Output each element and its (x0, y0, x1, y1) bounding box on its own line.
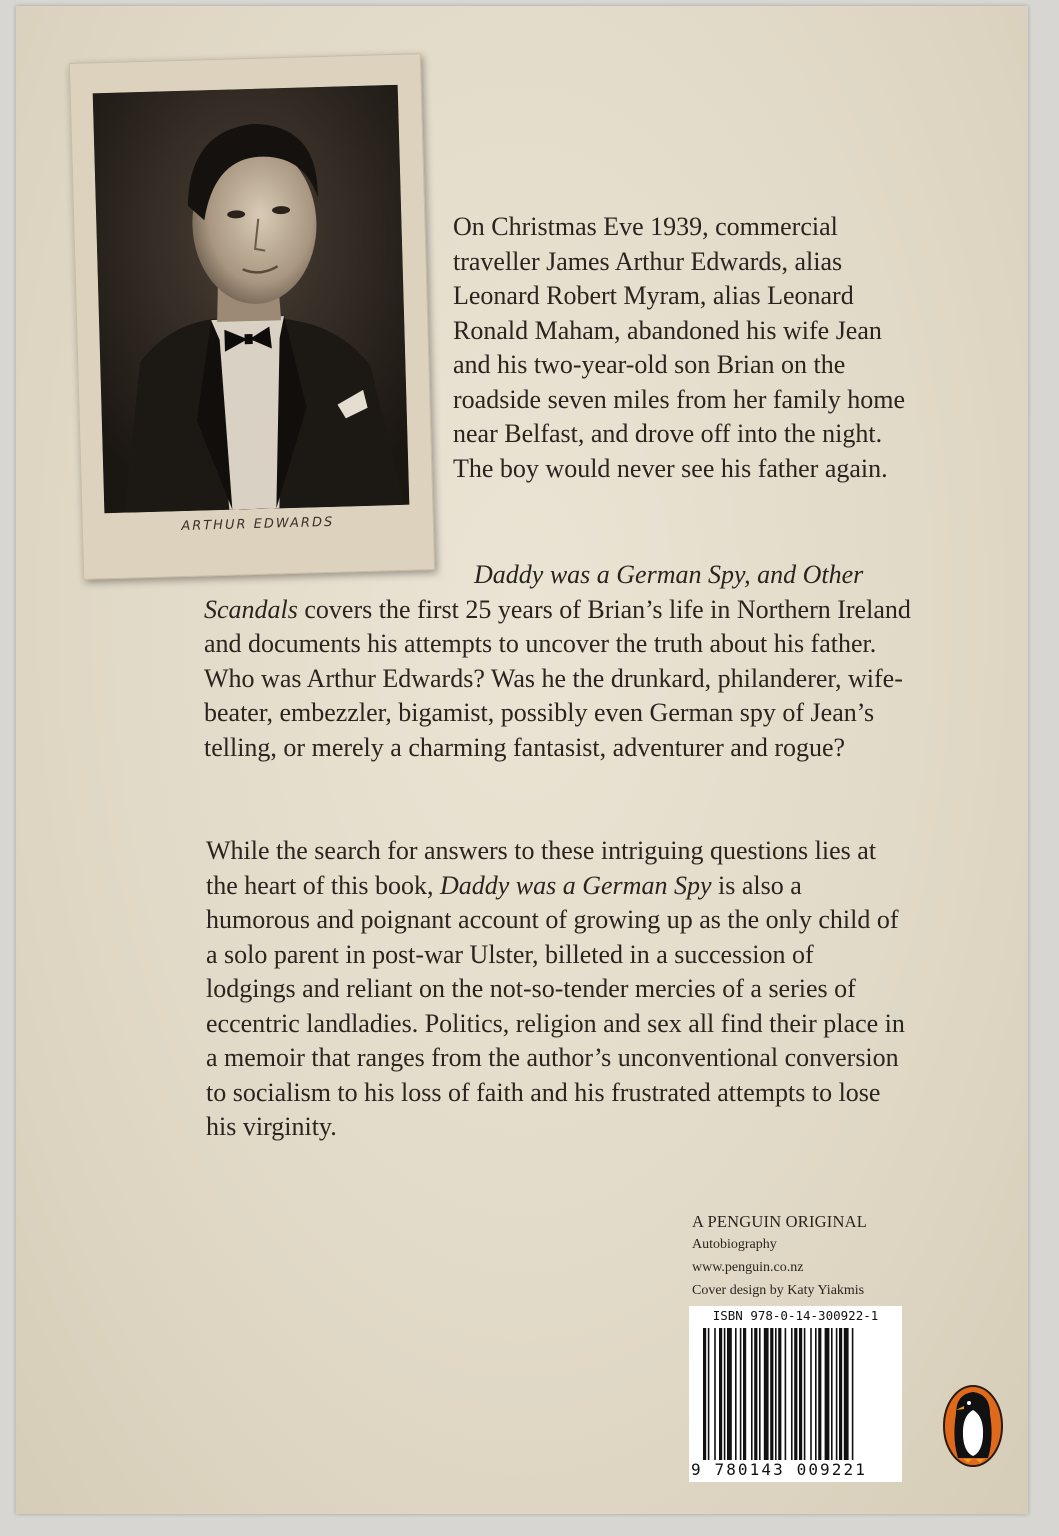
barcode-bar (804, 1328, 806, 1460)
barcode-bar (735, 1328, 737, 1460)
barcode-bar (764, 1328, 769, 1460)
blurb-paragraph-1-text: On Christmas Eve 1939, commercial traveller James Arthur Edwards, alias Leonard Robert Myram, alias Leonard Ronald Maham, abandoned his wife Jean and his two-year-old son Brian on the roadside seven miles from her family home near Belfast, and drove off into the night. The boy would never see his father again. (453, 212, 905, 483)
barcode-bar (727, 1328, 732, 1460)
blurb-paragraph-2-text: covers the first 25 years of Brian’s life in Northern Ireland and documents his attempts to uncover the truth about his father. Who was Arthur Edwards? Was he the drunkard, philanderer, wife-beater, embezzler, bigamist, possibly even German spy of Jean’s telling, or merely a charming fantasist, adventurer and rogue? (204, 594, 911, 762)
barcode-bar (719, 1328, 722, 1460)
barcode-bar (703, 1328, 706, 1460)
barcode-bar (831, 1328, 833, 1460)
barcode-bar (791, 1328, 793, 1460)
barcode-bar (799, 1328, 802, 1460)
blurb-paragraph-1 (453, 210, 913, 486)
portrait-photo (93, 85, 410, 513)
barcode-bar (785, 1328, 787, 1460)
blurb-paragraph-3-rest: is also a humorous and poignant account of growing up as the only child of a solo parent in post-war Ulster, billeted in a succession of lodgings and reliant on the not-so-tender mercies of a series of eccentric landladies. Politics, religion and sex all find their place in a memoir that ranges from the author’s unconventional conversion to socialism to his loss of faith and his frustrated attempts to lose his virginity. (206, 870, 905, 1141)
publisher-website: www.penguin.co.nz (692, 1260, 804, 1275)
cover-credit: Cover design by Katy Yiakmis (692, 1283, 865, 1298)
blurb-paragraph-3-start: While the search for answers to these intriguing questions lies at the heart of this book, (206, 836, 877, 900)
barcode-digits: 9 780143 009221 (691, 1460, 867, 1479)
publisher-imprint (692, 1210, 867, 1302)
barcode-bar (770, 1328, 773, 1460)
barcode-bar (775, 1328, 777, 1460)
book-title-italic: Daddy was a German Spy, and Other Scandals (204, 560, 864, 624)
barcode-bar (794, 1328, 797, 1460)
book-title-short-italic: Daddy was a German Spy (439, 870, 712, 900)
genre-label: Autobiography (692, 1237, 777, 1252)
barcode-bar (751, 1328, 753, 1460)
barcode-bar (844, 1328, 849, 1460)
portrait-image (93, 85, 410, 513)
barcode-bar (839, 1328, 842, 1460)
barcode-bar (724, 1328, 726, 1460)
barcode-bar (815, 1328, 817, 1460)
book-back-cover (16, 6, 1028, 1514)
barcode-bar (714, 1328, 716, 1460)
blurb-paragraph-3 (206, 834, 906, 1145)
barcode-bar (836, 1328, 838, 1460)
barcode-bar (778, 1328, 781, 1460)
isbn-text: ISBN 978-0-14-300922-1 (712, 1308, 879, 1323)
barcode-bars (703, 1328, 889, 1460)
barcode-bar (818, 1328, 821, 1460)
photo-caption: ARTHUR EDWARDS (181, 514, 335, 535)
barcode-bar (708, 1328, 710, 1460)
barcode-bar (743, 1328, 746, 1460)
publisher-line: A PENGUIN ORIGINAL (692, 1212, 868, 1231)
author-father-photo-card (69, 53, 435, 580)
barcode-label (689, 1306, 902, 1482)
penguin-logo-icon (942, 1384, 1004, 1468)
barcode-bar (852, 1328, 854, 1460)
barcode-bar (740, 1328, 742, 1460)
barcode-bar (754, 1328, 757, 1460)
barcode-bar (759, 1328, 761, 1460)
barcode-bar (810, 1328, 812, 1460)
blurb-paragraph-2 (204, 558, 914, 765)
barcode-bar (825, 1328, 830, 1460)
